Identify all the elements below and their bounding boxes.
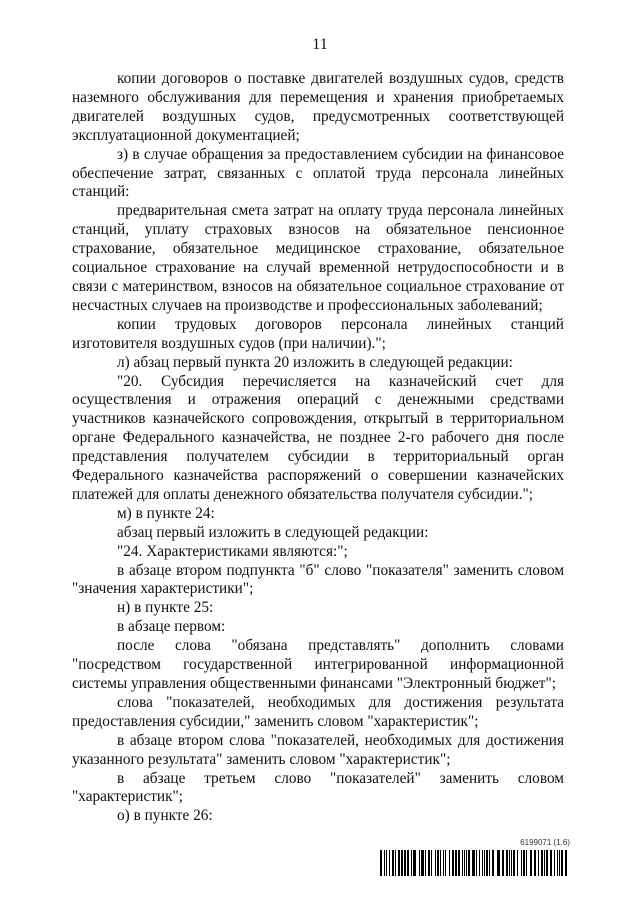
paragraph: "20. Субсидия перечисляется на казначейский счет для осуществления и отражения операций с денежными средствами участников казначейского сопровождения, открытый в территориальном органе Федерального казначейства, не позднее 2-го рабочего дня после представления получателем субсидии в территориальный орган Федерального казначейства распоряжений о совершении казначейских платежей для оплаты денежного обязательства получателя субсидии.";: [72, 372, 564, 503]
paragraph: копии трудовых договоров персонала линейных станций изготовителя воздушных судов (при наличии).";: [72, 315, 564, 352]
document-body: [72, 70, 564, 826]
paragraph: "24. Характеристиками являются:";: [117, 542, 348, 560]
paragraph: з) в случае обращения за предоставлением субсидии на финансовое обеспечение затрат, связанных с оплатой труда персонала линейных станций:: [72, 145, 564, 201]
paragraph: абзац первый изложить в следующей редакции:: [117, 523, 429, 541]
paragraph: л) абзац первый пункта 20 изложить в следующей редакции:: [117, 353, 513, 371]
paragraph: н) в пункте 25:: [117, 599, 214, 617]
paragraph: в абзаце втором подпункта "б" слово "показателя" заменить словом "значения характеристики";: [72, 561, 564, 598]
paragraph: копии договоров о поставке двигателей воздушных судов, средств наземного обслуживания для перемещения и хранения приобретаемых двигателей воздушных судов, предусмотренных соответствующей эксплуатационной документацией;: [72, 70, 564, 144]
paragraph: предварительная смета затрат на оплату труда персонала линейных станций, уплату страховых взносов на обязательное пенсионное страхование, обязательное медицинское страхование, обязательное социальное страхование на случай временной нетрудоспособности и в связи с материнством, взносов на обязательное социальное страхование от несчастных случаев на производстве и профессиональных заболеваний;: [72, 202, 564, 314]
paragraph: в абзаце третьем слово "показателей" заменить словом "характеристик";: [72, 769, 564, 806]
document-code: 6199071 (1.6): [520, 838, 570, 847]
paragraph: м) в пункте 24:: [117, 504, 215, 522]
paragraph: о) в пункте 26:: [117, 807, 213, 825]
barcode-icon: [380, 850, 570, 876]
paragraph: после слова "обязана представлять" дополнить словами "посредством государственной интегрированной информационной системы управления общественными финансами "Электронный бюджет";: [72, 637, 564, 692]
page-number: 11: [312, 36, 328, 53]
paragraph: в абзаце первом:: [117, 618, 226, 636]
paragraph: слова "показателей, необходимых для достижения результата предоставления субсидии," заменить словом "характеристик";: [72, 693, 564, 730]
paragraph: в абзаце втором слова "показателей, необходимых для достижения указанного результата" заменить словом "характеристик";: [72, 731, 564, 768]
